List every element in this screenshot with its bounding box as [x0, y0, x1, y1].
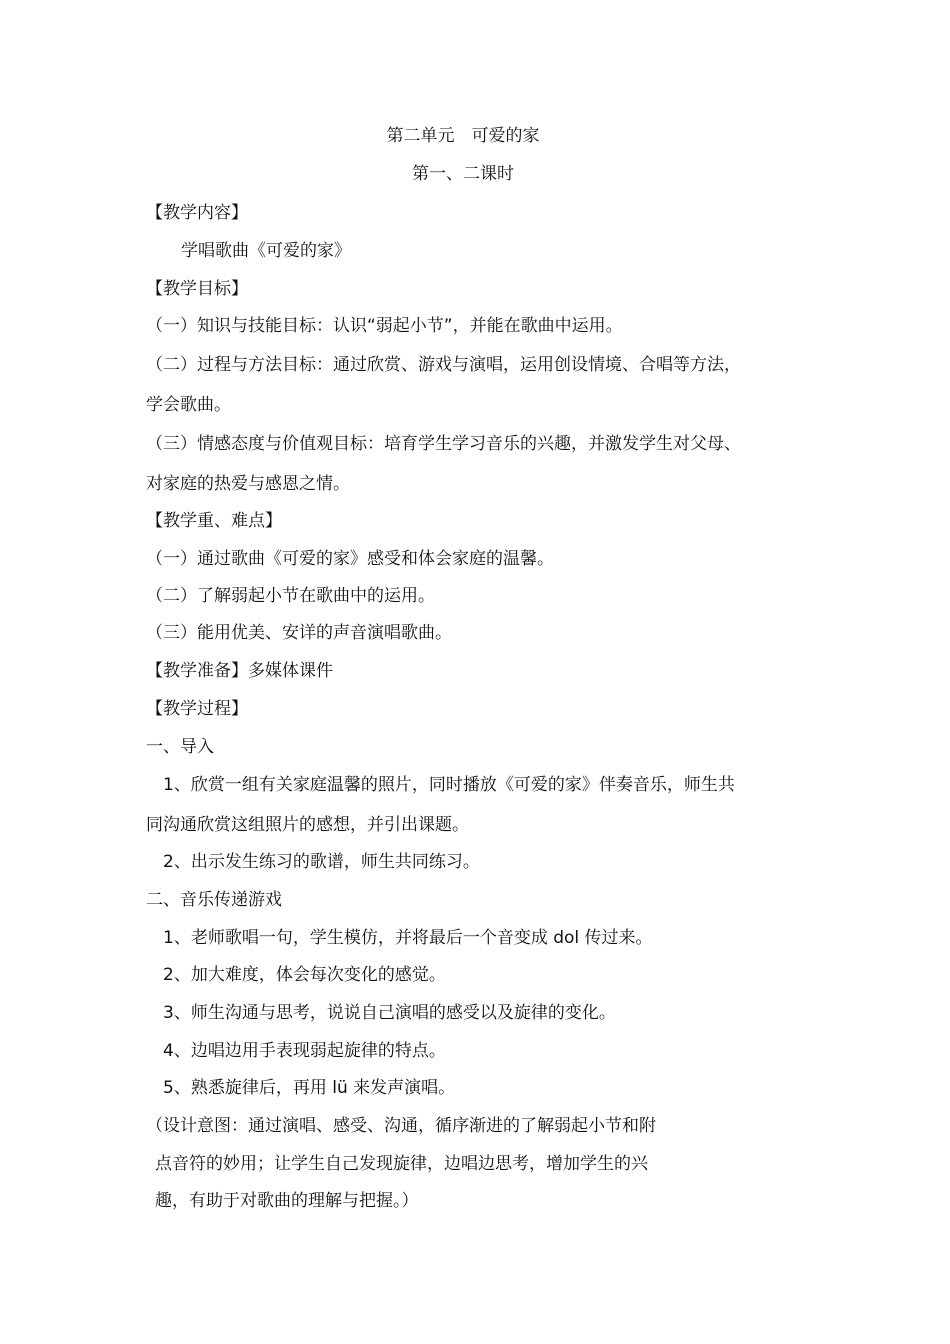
process-2-item-4: 4、边唱边用手表现弱起旋律的特点。	[163, 1041, 446, 1061]
process-1-item-1-line-2: 同沟通欣赏这组照片的感想，并引出课题。	[146, 815, 469, 835]
document-title: 第二单元 可爱的家	[386, 126, 540, 146]
goal-3-line-1: （三）情感态度与价值观目标：培育学生学习音乐的兴趣，并激发学生对父母、	[146, 434, 741, 454]
section-heading-content: 【教学内容】	[146, 203, 248, 223]
process-1-item-2: 2、出示发生练习的歌谱，师生共同练习。	[163, 852, 480, 872]
design-note-line-3: 趣，有助于对歌曲的理解与把握。）	[155, 1191, 419, 1211]
section-heading-process: 【教学过程】	[146, 699, 248, 719]
process-section-2: 二、音乐传递游戏	[146, 890, 282, 910]
process-2-item-1: 1、老师歌唱一句，学生模仿，并将最后一个音变成 dol 传过来。	[163, 928, 653, 948]
section-heading-goals: 【教学目标】	[146, 279, 248, 299]
key-point-1: （一）通过歌曲《可爱的家》感受和体会家庭的温馨。	[146, 549, 554, 569]
section-heading-key-points: 【教学重、难点】	[146, 511, 282, 531]
goal-3-line-2: 对家庭的热爱与感恩之情。	[146, 474, 350, 494]
design-note-line-1: （设计意图：通过演唱、感受、沟通，循序渐进的了解弱起小节和附	[146, 1116, 656, 1136]
process-2-item-5: 5、熟悉旋律后，再用 lü 来发声演唱。	[163, 1078, 456, 1098]
goal-1: （一）知识与技能目标：认识“弱起小节”，并能在歌曲中运用。	[146, 316, 623, 336]
document-subtitle: 第一、二课时	[412, 164, 514, 184]
design-note-line-2: 点音符的妙用；让学生自己发现旋律，边唱边思考，增加学生的兴	[155, 1154, 648, 1174]
goal-2-line-2: 学会歌曲。	[146, 395, 231, 415]
content-text: 学唱歌曲《可爱的家》	[181, 241, 351, 261]
process-1-item-1-line-1: 1、欣赏一组有关家庭温馨的照片，同时播放《可爱的家》伴奏音乐，师生共	[163, 775, 735, 795]
process-section-1: 一、导入	[146, 737, 214, 757]
process-2-item-2: 2、加大难度，体会每次变化的感觉。	[163, 965, 446, 985]
process-2-item-3: 3、师生沟通与思考，说说自己演唱的感受以及旋律的变化。	[163, 1003, 616, 1023]
key-point-2: （二）了解弱起小节在歌曲中的运用。	[146, 586, 435, 606]
goal-2-line-1: （二）过程与方法目标：通过欣赏、游戏与演唱，运用创设情境、合唱等方法，	[146, 355, 741, 375]
preparation: 【教学准备】多媒体课件	[146, 661, 333, 681]
key-point-3: （三）能用优美、安详的声音演唱歌曲。	[146, 623, 452, 643]
